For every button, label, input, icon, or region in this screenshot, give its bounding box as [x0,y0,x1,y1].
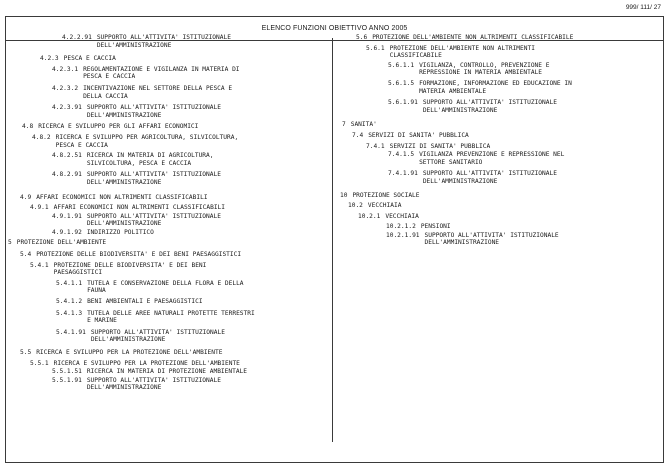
function-label-line: RICERCA E SVILUPPO PER GLI AFFARI ECONOMICI [38,123,199,131]
function-code: 5.4.1.3 [56,309,83,317]
function-code: 7.4.1 [366,142,385,150]
list-item [30,360,330,368]
function-code: 4.9 [20,193,32,201]
function-label [36,349,222,357]
function-label-line: INDIRIZZO POLITICO [86,228,154,236]
function-code: 4.8.2 [32,133,51,141]
function-label-line: CLASSIFICABILE [389,52,442,60]
function-label [54,360,240,368]
list-item [52,213,330,228]
function-label-line: SUPPORTO ALL'ATTIVITA' ISTITUZIONALE [424,231,559,239]
function-label [54,204,225,212]
function-label-line: INCENTIVAZIONE NEL SETTORE DELLA PESCA E [83,84,233,92]
function-label [390,45,535,60]
function-label [368,132,469,140]
function-label-line: E MARINE [87,317,117,325]
function-label [87,310,255,325]
function-label [87,171,221,186]
column-divider [332,38,333,442]
function-label-line: PESCA E CACCIA [83,73,136,81]
function-code: 4.9.1.92 [52,228,82,236]
function-label [64,55,116,63]
page-reference: 999/ 111/ 27 [625,4,661,11]
function-label-line: MATERIA AMBIENTALE [419,87,487,95]
function-code: 4.9.1 [30,204,49,212]
function-label [87,280,243,295]
document-title: ELENCO FUNZIONI OBIETTIVO ANNO 2005 [6,17,663,41]
function-code: 4.9.1.91 [52,212,82,220]
list-item [366,143,658,151]
list-item [388,170,658,185]
list-item [52,377,330,392]
function-label-line: TUTELA DELLE AREE NATURALI PROTETTE TERRESTRI [87,309,255,317]
function-label-line: TUTELA E CONSERVAZIONE DELLA FLORA E DELLA [87,279,244,287]
function-code: 5.5.1.51 [52,368,82,376]
function-label-line: RICERCA IN MATERIA DI AGRICOLTURA, [86,152,214,160]
function-label-line: PESCA E CACCIA [55,141,108,149]
function-label [419,151,564,166]
function-code: 7.4.1.91 [388,170,418,178]
function-code: 5.6.1.1 [388,61,415,69]
list-item [52,104,330,119]
function-label [87,213,221,228]
function-label-line: SETTORE SANITARIO [419,158,483,166]
function-label [91,329,225,344]
list-item [62,34,330,49]
function-label-line: FAUNA [87,287,106,295]
function-label-line: DELL'AMMINISTRAZIONE [86,384,162,392]
function-label-line: SUPPORTO ALL'ATTIVITA' ISTITUZIONALE [422,99,557,107]
function-label [419,62,549,77]
list-item [342,121,658,129]
list-item [388,80,658,95]
list-item [22,123,330,131]
function-code: 10.2 [348,202,363,210]
function-label [87,152,214,167]
right-column [336,34,658,247]
function-code: 4.2.3.1 [52,65,79,73]
function-label-line: RICERCA IN MATERIA DI PROTEZIONE AMBIENTALE [86,368,247,376]
function-label-line: FORMAZIONE, INFORMAZIONE ED EDUCAZIONE IN [419,79,572,87]
function-code: 4.8 [22,123,34,131]
function-code: 5.4.1.1 [56,279,83,287]
function-code: 10.2.1.91 [386,231,420,239]
list-item [52,229,330,237]
function-label [56,134,239,149]
function-label-line: DELLA CACCIA [83,92,128,100]
function-label [87,104,221,119]
list-item [52,85,330,100]
function-label-line: PROTEZIONE DELLE BIODIVERSITA' E DEI BENI PAESAGGISTICI [36,251,242,259]
list-item [388,99,658,114]
function-code: 7.4.1.5 [388,151,415,159]
function-code: 5.5.1 [30,359,49,367]
function-code: 10 [340,191,348,199]
function-code: 10.2.1 [358,212,381,220]
function-label-line: SUPPORTO ALL'ATTIVITA' ISTITUZIONALE [422,170,557,178]
function-label [385,213,419,221]
function-label-line: PROTEZIONE SOCIALE [352,191,420,199]
function-label [421,223,451,231]
function-code: 5.5 [20,349,32,356]
list-item [20,251,330,259]
function-label-line: RICERCA E SVILUPPO PER LA PROTEZIONE DELL'AMBIENTE [36,349,223,356]
function-label-line: SUPPORTO ALL'ATTIVITA' ISTITUZIONALE [86,212,221,220]
function-label [351,121,377,129]
list-item [348,202,658,210]
function-label [36,251,241,259]
function-label-line: SERVIZI DI SANITA' PUBBLICA [368,131,469,139]
function-label-line: BENI AMBIENTALI E PAESAGGISTICI [87,298,203,306]
list-item [352,132,658,140]
function-label-line: REGOLAMENTAZIONE E VIGILANZA IN MATERIA DI [83,65,240,73]
function-label-line: DELL'AMMINISTRAZIONE [422,177,498,185]
function-label [87,368,247,376]
list-item [388,151,658,166]
list-item [30,204,330,212]
function-label-line: VIGILANZA PREVENZIONE E REPRESSIONE NEL [419,151,565,159]
function-label [38,123,198,131]
list-item [356,34,658,42]
function-label-line: AFFARI ECONOMICI NON ALTRIMENTI CLASSIFICABILI [36,193,208,201]
function-label [36,194,207,202]
function-label-line: VIGILANZA, CONTROLLO, PREVENZIONE E [419,61,550,69]
function-code: 4.8.2.91 [52,171,82,179]
function-label [423,99,557,114]
function-label-line: SANITA' [350,121,377,129]
list-item [340,192,658,200]
function-label-line: RICERCA E SVILUPPO PER LA PROTEZIONE DELL'AMBIENTE [53,359,240,367]
function-code: 5.4.1.2 [56,298,83,306]
function-label-line: PROTEZIONE DELLE BIODIVERSITA' E DEI BENI [53,261,207,269]
list-item [20,349,330,357]
list-item [56,310,330,325]
function-code: 5.4.1.91 [56,328,86,336]
function-label-line: DELL'AMMINISTRAZIONE [86,178,162,186]
list-item [8,239,330,247]
list-item [56,329,330,344]
function-code: 5 [8,239,12,247]
function-label-line: VECCHIAIA [385,212,419,220]
function-label-line: SUPPORTO ALL'ATTIVITA' ISTITUZIONALE [90,328,225,336]
list-item [52,171,330,186]
function-label-line: DELL'AMMINISTRAZIONE [90,336,166,344]
list-item [52,66,330,81]
function-label [372,34,573,42]
list-item [386,232,658,247]
function-code: 10.2.1.2 [386,223,416,231]
function-label-line: PAESAGGISTICI [53,269,103,277]
function-label-line: PESCA E CACCIA [63,55,116,63]
function-label-line: AFFARI ECONOMICI NON ALTRIMENTI CLASSIFICABILI [53,204,225,212]
function-code: 5.6.1 [366,44,385,52]
function-label-line: SILVICOLTURA, PESCA E CACCIA [86,159,192,167]
function-label-line: RICERCA E SVILUPPO PER AGRICOLTURA, SILVICOLTURA, [55,133,239,141]
function-code: 5.4 [20,251,32,259]
function-code: 7 [342,121,346,129]
function-code: 4.2.3.2 [52,84,79,92]
function-label-line: PROTEZIONE DELL'AMBIENTE NON ALTRIMENTI [389,44,535,52]
list-item [40,55,330,63]
list-item [388,62,658,77]
list-item [52,368,330,376]
function-label [97,34,231,49]
function-code: 5.6 [356,34,368,41]
function-label [352,192,419,200]
function-code: 5.4.1 [30,261,49,269]
function-label [83,85,232,100]
function-code: 4.2.2.91 [62,34,92,41]
function-label [54,262,207,277]
function-label [17,239,106,247]
function-code: 4.8.2.51 [52,152,82,160]
function-label-line: SUPPORTO ALL'ATTIVITA' ISTITUZIONALE [86,376,221,384]
function-label-line: PROTEZIONE DELL'AMBIENTE [16,239,107,247]
function-label-line: SUPPORTO ALL'ATTIVITA' ISTITUZIONALE [86,104,221,112]
function-label-line: DELL'AMMINISTRAZIONE [86,111,162,119]
function-label-line: DELL'AMMINISTRAZIONE [424,239,500,247]
function-label [419,80,572,95]
function-code: 4.2.3.91 [52,104,82,112]
function-label [368,202,402,210]
function-code: 5.5.1.91 [52,376,82,384]
list-item [358,213,658,221]
list-item [32,134,330,149]
function-label-line: PENSIONI [420,223,451,231]
function-code: 5.6.1.5 [388,79,415,87]
function-label [87,229,154,237]
left-column [0,34,330,392]
list-item [30,262,330,277]
list-item [366,45,658,60]
list-item [52,152,330,167]
function-label-line: DELL'AMMINISTRAZIONE [422,106,498,114]
function-label-line: PROTEZIONE DELL'AMBIENTE NON ALTRIMENTI CLASSIFICABILE [372,34,574,41]
function-label-line: DELL'AMMINISTRAZIONE [86,220,162,228]
function-label [423,170,557,185]
function-label [87,298,202,306]
function-label-line: REPRESSIONE IN MATERIA AMBIENTALE [419,69,543,77]
list-item [386,223,658,231]
function-label-line: SUPPORTO ALL'ATTIVITA' ISTITUZIONALE [86,171,221,179]
function-label-line: SUPPORTO ALL'ATTIVITA' ISTITUZIONALE [96,34,231,41]
function-label [83,66,239,81]
list-item [56,280,330,295]
list-item [56,298,330,306]
function-label-line: SERVIZI DI SANITA' PUBBLICA [389,142,491,150]
function-code: 5.6.1.91 [388,99,418,107]
list-item [20,194,330,202]
function-label [425,232,559,247]
function-label [390,143,491,151]
function-label-line: DELL'AMMINISTRAZIONE [96,41,172,49]
function-label-line: VECCHIAIA [367,202,402,210]
function-code: 7.4 [352,131,364,139]
function-label [87,377,221,392]
function-code: 4.2.3 [40,55,59,63]
